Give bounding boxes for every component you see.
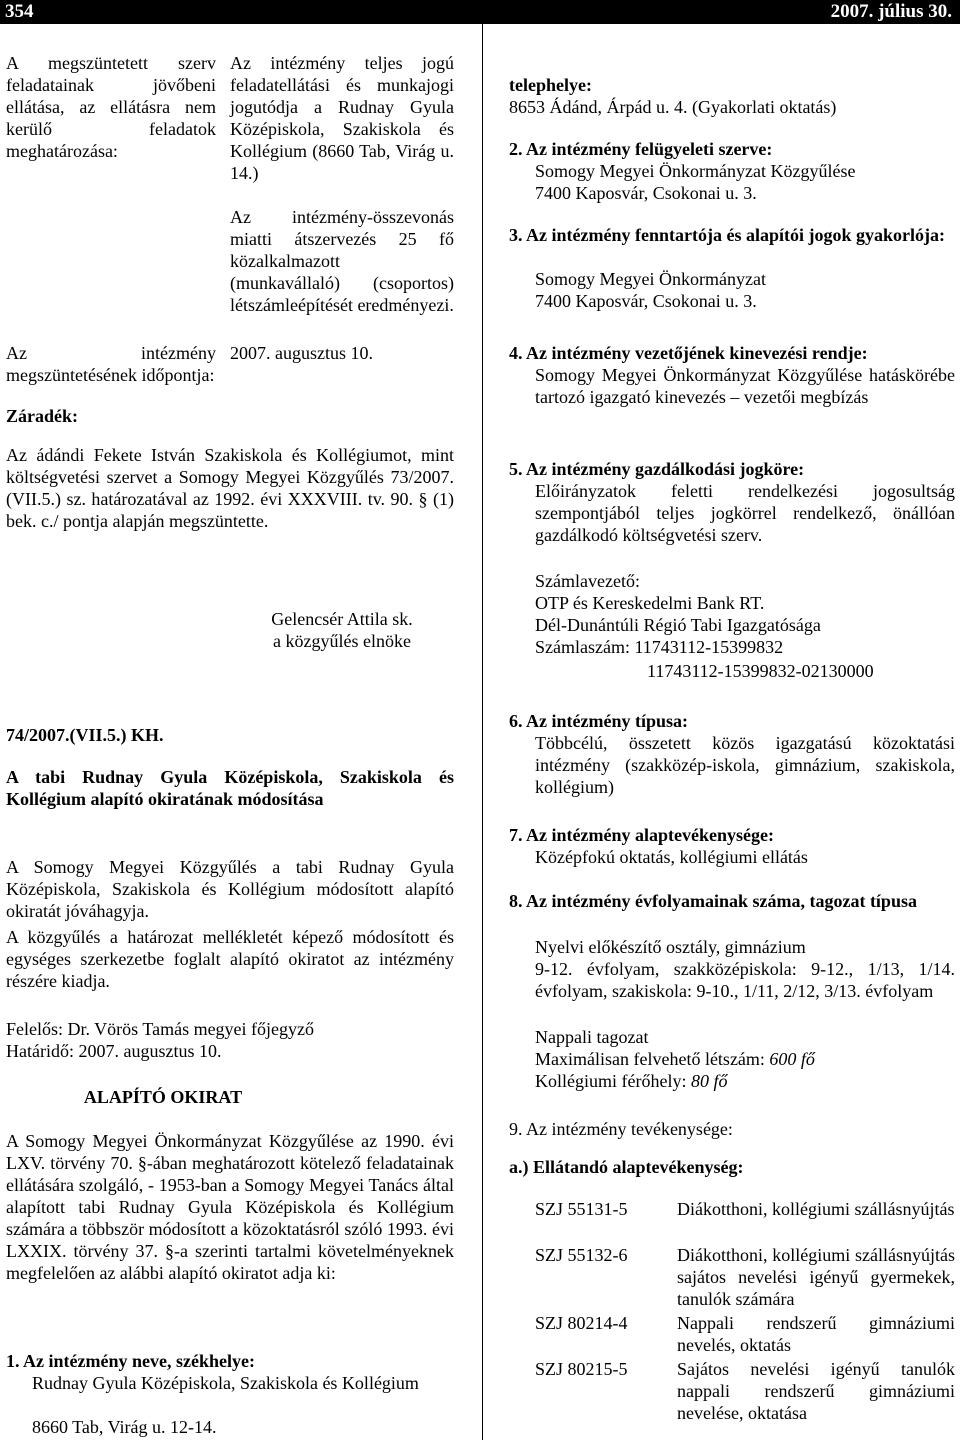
activity-code: SZJ 80215-5 [535,1359,628,1379]
section-6-heading: 6. Az intézmény típusa: [509,711,688,731]
account-number-1: Számlaszám: 11743112-15399832 [535,637,784,657]
activity-code: SZJ 55131-5 [535,1199,628,1219]
deadline: Határidő: 2007. augusztus 10. [6,1041,222,1061]
page-header [0,0,960,24]
dormitory-capacity: Kollégiumi férőhely: 80 fő [535,1071,728,1091]
financial-authority: Előirányzatok feletti rendelkezési jogosultság szempontjából teljes jogkörrel rendelkező, önállóan gazdálkodó költségvetési szerv. [535,481,955,545]
operator-name: Somogy Megyei Önkormányzat [535,269,766,289]
terminated-tasks-label: A megszüntetett szerv feladatainak jövőbeni ellátása, az ellátásra nem kerülő feladatok meghatározása: [6,53,216,161]
clause-label: Záradék: [6,406,78,426]
activity-description: Diákotthoni, kollégiumi szállásnyújtás [677,1199,955,1219]
institution-address: 8660 Tab, Virág u. 12-14. [32,1417,217,1437]
clause-text: Az ádándi Fekete István Szakiskola és Kollégiumot, mint költségvetési szervet a Somogy Megyei Közgyűlés 73/2007.(VII.5.) sz. határozatával az 1992. évi XXXVIII. tv. 90. § (1) bek. c./ pontja alapján megszüntette. [6,445,454,531]
operator-address: 7400 Kaposvár, Csokonai u. 3. [535,291,757,311]
grades: 9-12. évfolyam, szakközépiskola: 9-12., 1/13, 1/14. évfolyam, szakiskola: 9-10., 1/11, 2/12, 3/13. évfolyam [535,959,955,1001]
termination-date-label: Az intézmény megszüntetésének időpontja: [6,343,216,385]
section-8-heading: 8. Az intézmény évfolyamainak száma, tagozat típusa [509,891,917,911]
activity-description: Nappali rendszerű gimnáziumi nevelés, oktatás [677,1313,955,1355]
day-school: Nappali tagozat [535,1027,649,1047]
bank-name: OTP és Kereskedelmi Bank RT. [535,593,765,613]
max-enrollment: Maximálisan felvehető létszám: 600 fő [535,1049,815,1069]
section-4-heading: 4. Az intézmény vezetőjének kinevezési rendje: [509,343,868,363]
core-activity: Középfokú oktatás, kollégiumi ellátás [535,847,808,867]
responsible-person: Felelős: Dr. Vörös Tamás megyei főjegyző [6,1019,315,1039]
downsizing-text: Az intézmény-összevonás miatti átszervezés 25 fő közalkalmazott (munkavállaló) (csoportos) létszámleépítését eredményezi. [230,207,454,315]
account-number-2: 11743112-15399832-02130000 [647,661,874,681]
signer-name: Gelencsér Attila sk. [271,609,413,629]
resolution-title: A tabi Rudnay Gyula Középiskola, Szakiskola és Kollégium alapító okiratának módosítása [6,767,454,809]
language-prep: Nyelvi előkészítő osztály, gimnázium [535,937,806,957]
document-title: ALAPÍTÓ OKIRAT [83,1087,243,1107]
section-7-heading: 7. Az intézmény alaptevékenysége: [509,825,774,845]
preamble: A Somogy Megyei Önkormányzat Közgyűlése az 1990. évi LXV. törvény 70. §-ában meghatározott kötelező feladatainak ellátására szolgáló, - 1953-ban a Somogy Megyei Tanács által alapított tabi Rudnay Gyula Középiskola és Kollégium számára a többször módosított a közoktatásról szóló 1993. évi LXXIX. törvény 37. §-a szerinti tartalmi követelményeknek megfelelően az alábbi alapító okiratot adja ki: [6,1131,454,1283]
issue-date: 2007. július 30. [830,1,952,22]
activity-code: SZJ 80214-4 [535,1313,628,1333]
site-address: 8653 Ádánd, Árpád u. 4. (Gyakorlati oktatás) [509,97,837,117]
resolution-number: 74/2007.(VII.5.) KH. [6,725,164,745]
institution-type: Többcélú, összetett közös igazgatású közoktatási intézmény (szakközép-iskola, gimnázium, szakiskola, kollégium) [535,733,955,797]
supervisor-name: Somogy Megyei Önkormányzat Közgyűlése [535,161,856,181]
successor-text: Az intézmény teljes jogú feladatellátási és munkajogi jogutódja a Rudnay Gyula Középiskola, Szakiskola és Kollégium (8660 Tab, Virág u. 14.) [230,53,454,183]
section-9-heading: 9. Az intézmény tevékenysége: [509,1119,733,1139]
activity-description: Sajátos nevelési igényű tanulók nappali rendszerű gimnáziumi nevelése, oktatása [677,1359,955,1423]
section-5-heading: 5. Az intézmény gazdálkodási jogköre: [509,459,805,479]
institution-name: Rudnay Gyula Középiskola, Szakiskola és Kollégium [32,1373,419,1393]
section-3-heading: 3. Az intézmény fenntartója és alapítói jogok gyakorlója: [509,225,945,245]
activity-description: Diákotthoni, kollégiumi szállásnyújtás sajátos nevelési igényű gyermekek, tanulók számára [677,1245,955,1309]
director-appointment: Somogy Megyei Önkormányzat Közgyűlése hatáskörébe tartozó igazgató kinevezés – vezetői megbízás [535,365,955,407]
activity-code: SZJ 55132-6 [535,1245,628,1265]
termination-date: 2007. augusztus 10. [230,343,373,363]
site-label: telephelye: [509,75,592,95]
section-9a-heading: a.) Ellátandó alaptevékenység: [509,1157,744,1177]
section-1-heading: 1. Az intézmény neve, székhelye: [6,1351,255,1371]
supervisor-address: 7400 Kaposvár, Csokonai u. 3. [535,183,757,203]
column-divider [482,24,483,1440]
section-2-heading: 2. Az intézmény felügyeleti szerve: [509,139,773,159]
page-number: 354 [5,1,34,22]
issue-paragraph: A közgyűlés a határozat mellékletét képező módosított és egységes szerkezetbe foglalt alapító okiratot az intézmény részére kiadja. [6,927,454,991]
account-manager-label: Számlavezető: [535,571,640,591]
signer-title: a közgyűlés elnöke [273,631,411,651]
approval-paragraph: A Somogy Megyei Közgyűlés a tabi Rudnay Gyula Középiskola, Szakiskola és Kollégium módosított alapító okiratát jóváhagyja. [6,857,454,921]
bank-region: Dél-Dunántúli Régió Tabi Igazgatósága [535,615,821,635]
